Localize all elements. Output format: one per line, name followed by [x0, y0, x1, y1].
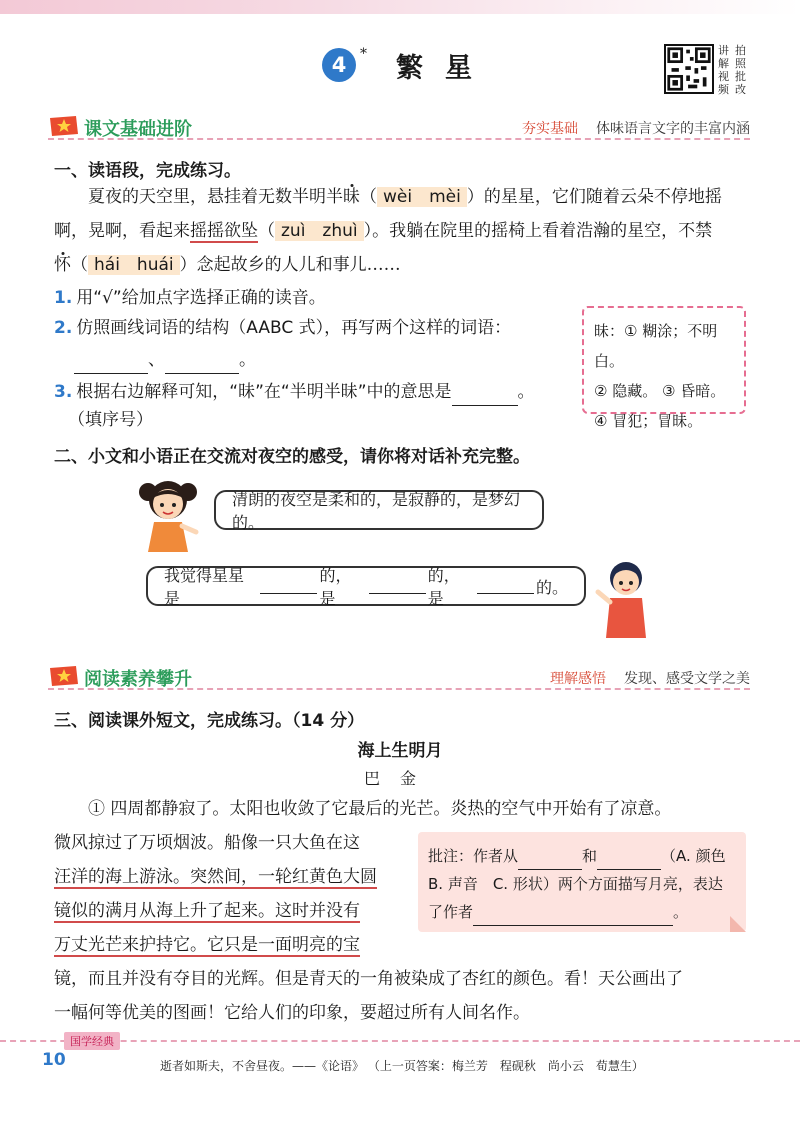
answer-blank[interactable] — [260, 578, 317, 594]
flag-star-icon — [48, 114, 80, 138]
pinyin-choice[interactable]: wèi mèi — [377, 187, 467, 207]
question-3-heading: 三、阅读课外短文，完成练习。（14 分） — [54, 711, 365, 731]
section-bar-reading — [48, 664, 750, 690]
dotted-char: 怀 — [54, 255, 71, 275]
qr-caption: 讲 拍 解 照 视 批 频 改 — [718, 44, 746, 96]
q1-passage-line-1: 夏夜的天空里，悬挂着无数半明半昧（ wèi mèi ）的星星，它们随着云朵不停地摇 — [88, 187, 722, 207]
question-1-heading: 一、读语段，完成练习。 — [54, 161, 241, 181]
footer-divider — [0, 1040, 800, 1042]
reading-line: ① 四周都静寂了。太阳也收敛了它最后的光芒。炎热的空气中开始有了凉意。 — [88, 799, 672, 819]
q1-item-2: 2. 仿照画线词语的结构（AABC 式），再写两个这样的词语： — [54, 318, 512, 338]
reading-title: 海上生明月 — [357, 741, 443, 761]
page-fold-corner — [730, 916, 746, 932]
answer-blank[interactable] — [597, 854, 661, 870]
lesson-title: 繁星 — [396, 53, 494, 84]
reading-line: 一幅何等优美的图画！它给人们的印象，要超过所有人间名作。 — [54, 1003, 530, 1023]
page-number: 10 — [42, 1050, 66, 1070]
pinyin-choice[interactable]: hái huái — [88, 255, 180, 275]
question-2-heading: 二、小文和小语正在交流对夜空的感受，请你将对话补充完整。 — [54, 447, 530, 467]
q1-item-2-answers: 、 。 — [74, 346, 256, 374]
dotted-char: 昧 — [343, 187, 360, 207]
section-title: 阅读素养攀升 — [84, 669, 192, 690]
q1-item-1: 1. 用“√”给加点字选择正确的读音。 — [54, 288, 326, 308]
q1-passage-line-2: 啊，晃啊，看起来摇摇欲坠（ zuì zhuì ）。我躺在院里的摇椅上看着浩瀚的星空，不禁 — [54, 221, 713, 241]
reading-line: 汪洋的海上游泳。突然间，一轮红黄色大圆 — [54, 867, 377, 887]
answer-blank[interactable] — [477, 578, 534, 594]
lesson-number-badge: 4 — [322, 48, 356, 82]
reading-line: 镜似的满月从海上升了起来。这时并没有 — [54, 901, 360, 921]
boy-illustration — [594, 556, 658, 640]
answer-blank[interactable] — [74, 356, 148, 374]
section-bar-basics — [48, 114, 750, 140]
top-decor-strip — [0, 0, 800, 14]
answer-blank[interactable] — [473, 910, 673, 926]
flag-star-icon — [48, 664, 80, 688]
footer-quote: 逝者如斯夫，不舍昼夜。——《论语》 （上一页答案：梅兰芳 程砚秋 尚小云 荀慧生） — [160, 1059, 644, 1073]
girl-illustration — [134, 474, 202, 554]
reading-line: 微风掠过了万顷烟波。船像一只大鱼在这 — [54, 833, 360, 853]
lesson-mark: * — [360, 46, 367, 62]
reading-author: 巴金 — [363, 769, 436, 788]
pinyin-choice[interactable]: zuì zhuì — [275, 221, 364, 241]
annotation-box: 批注：作者从 和 （A. 颜色 B. 声音 C. 形状）两个方面描写月亮，表达 了作者 。 — [418, 832, 746, 932]
q1-item-3: 3. 根据右边解释可知，“昧”在“半明半昧”中的意思是 。 — [54, 378, 535, 406]
answer-blank[interactable] — [452, 388, 518, 406]
answer-blank[interactable] — [165, 356, 239, 374]
footer-tag: 国学经典 — [64, 1032, 120, 1050]
girl-speech-bubble: 清朗的夜空是柔和的，是寂静的，是梦幻的。 — [214, 490, 544, 530]
section-tag: 夯实基础 体味语言文字的丰富内涵 — [522, 121, 750, 137]
section-tag: 理解感悟 发现、感受文学之美 — [550, 671, 750, 687]
definition-note-box: 昧：① 糊涂；不明白。 ② 隐藏。 ③ 昏暗。 ④ 冒犯；冒昧。 — [582, 306, 746, 414]
underlined-word: 摇摇欲坠 — [190, 221, 258, 241]
q1-item-3-note: （填序号） — [68, 410, 153, 430]
section-title: 课文基础进阶 — [84, 119, 192, 140]
boy-speech-bubble: 我觉得星星是 的，是 的，是 的。 — [146, 566, 586, 606]
reading-line: 镜，而且并没有夺目的光辉。但是青天的一角被染成了杏红的颜色。看！天公画出了 — [54, 969, 683, 989]
qr-code-icon[interactable] — [664, 44, 714, 94]
answer-blank[interactable] — [369, 578, 426, 594]
answer-blank[interactable] — [518, 854, 582, 870]
reading-line: 万丈光芒来护持它。它只是一面明亮的宝 — [54, 935, 360, 955]
q1-passage-line-3: 怀（ hái huái ）念起故乡的人儿和事儿…… — [54, 255, 401, 275]
